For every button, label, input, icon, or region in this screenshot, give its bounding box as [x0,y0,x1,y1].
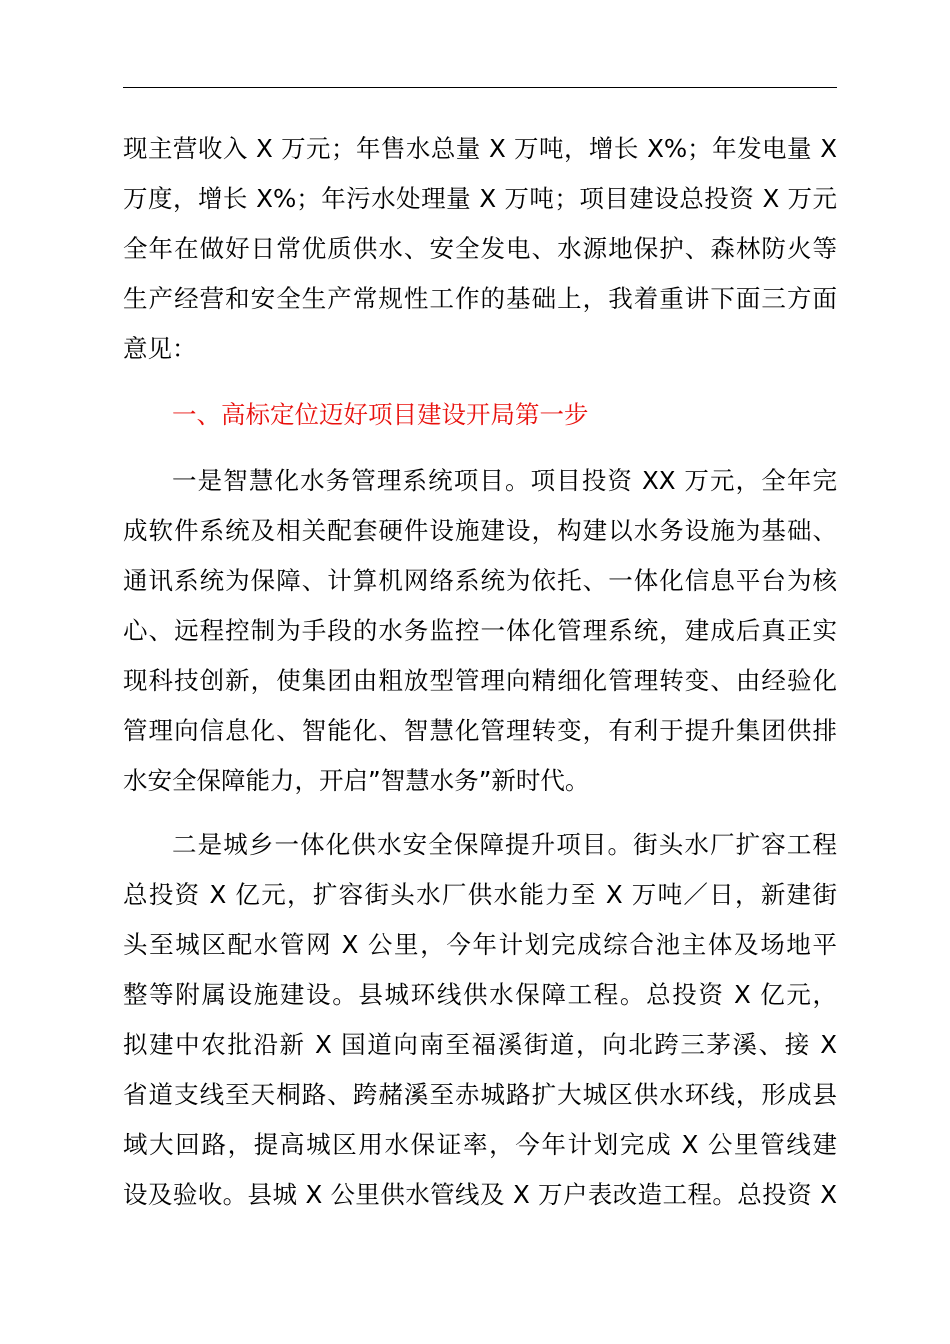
para2-line: 拟建中农批沿新 X 国道向南至福溪街道，向北跨三茅溪、接 X [123,1030,837,1059]
intro-line: 现主营收入 X 万元；年售水总量 X 万吨，增长 X%；年发电量 X [123,134,837,163]
para2-line: 设及验收。县城 X 公里供水管线及 X 万户表改造工程。总投资 X [123,1180,837,1209]
para2-line: 域大回路，提高城区用水保证率，今年计划完成 X 公里管线建 [123,1130,837,1159]
para1-line: 一是智慧化水务管理系统项目。项目投资 XX 万元，全年完 [172,466,837,495]
intro-line: 生产经营和安全生产常规性工作的基础上，我着重讲下面三方面 [123,284,837,313]
header-rule [123,87,837,88]
para2-line: 二是城乡一体化供水安全保障提升项目。街头水厂扩容工程 [172,830,837,859]
para1-line: 水安全保障能力，开启”智慧水务”新时代。 [123,766,590,795]
para2-line: 头至城区配水管网 X 公里，今年计划完成综合池主体及场地平 [123,930,837,959]
intro-line: 意见： [123,334,197,363]
intro-line: 万度，增长 X%；年污水处理量 X 万吨；项目建设总投资 X 万元 [123,184,837,213]
para2-line: 总投资 X 亿元，扩容街头水厂供水能力至 X 万吨／日，新建街 [123,880,837,909]
para1-line: 通讯系统为保障、计算机网络系统为依托、一体化信息平台为核 [123,566,837,595]
para2-line: 整等附属设施建设。县城环线供水保障工程。总投资 X 亿元， [123,980,837,1009]
section-heading: 一、高标定位迈好项目建设开局第一步 [172,400,589,429]
para1-line: 现科技创新，使集团由粗放型管理向精细化管理转变、由经验化 [123,666,837,695]
para1-line: 心、远程控制为手段的水务监控一体化管理系统，建成后真正实 [123,616,837,645]
para2-line: 省道支线至天桐路、跨赭溪至赤城路扩大城区供水环线，形成县 [123,1080,837,1109]
para1-line: 成软件系统及相关配套硬件设施建设，构建以水务设施为基础、 [123,516,837,545]
para1-line: 管理向信息化、智能化、智慧化管理转变，有利于提升集团供排 [123,716,837,745]
intro-line: 全年在做好日常优质供水、安全发电、水源地保护、森林防火等 [123,234,837,263]
